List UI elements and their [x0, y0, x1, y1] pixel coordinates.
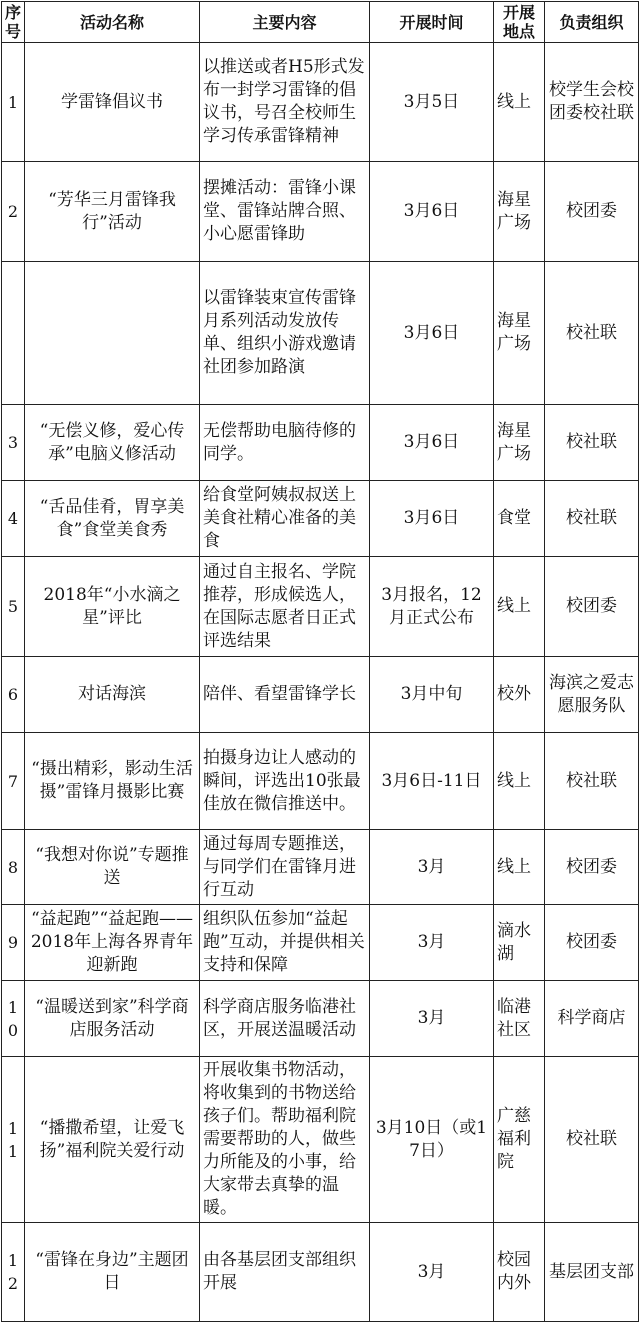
header-content: 主要内容: [200, 2, 370, 43]
activity-org: 校团委: [545, 830, 639, 905]
row-number: 4: [2, 481, 25, 557]
activity-place: 线上: [494, 830, 545, 905]
activity-org: 校团委: [545, 905, 639, 981]
activity-name: “无偿义修，爱心传承”电脑义修活动: [25, 405, 200, 481]
activity-place: 线上: [494, 733, 545, 830]
activity-time: 3月6日: [370, 262, 494, 405]
activity-place: 线上: [494, 557, 545, 657]
table-row: [2, 162, 639, 262]
activity-org: 校社联: [545, 262, 639, 405]
activity-name: “益起跑”“益起跑——2018年上海各界青年迎新跑: [25, 905, 200, 981]
row-number: 10: [2, 981, 25, 1057]
activity-place: 临港社区: [494, 981, 545, 1057]
activity-name: “温暖送到家”科学商店服务活动: [25, 981, 200, 1057]
table-row: [2, 733, 639, 830]
activity-time: 3月6日: [370, 162, 494, 262]
activity-table: [1, 1, 639, 1322]
activity-place: 校园内外: [494, 1223, 545, 1322]
row-number: [2, 262, 25, 405]
row-number: 5: [2, 557, 25, 657]
table-row: [2, 1057, 639, 1223]
header-place: 开展地点: [494, 2, 545, 43]
activity-time: 3月: [370, 1223, 494, 1322]
row-number: 9: [2, 905, 25, 981]
activity-content: 拍摄身边让人感动的瞬间，评选出10张最佳放在微信推送中。: [200, 733, 370, 830]
header-name: 活动名称: [25, 2, 200, 43]
activity-org: 校社联: [545, 405, 639, 481]
activity-content: 以雷锋装束宣传雷锋月系列活动发放传单、组织小游戏邀请社团参加路演: [200, 262, 370, 405]
row-number: 3: [2, 405, 25, 481]
table-row: [2, 557, 639, 657]
activity-content: 通过每周专题推送，与同学们在雷锋月进行互动: [200, 830, 370, 905]
activity-place: 线上: [494, 43, 545, 162]
activity-name: [25, 262, 200, 405]
table-row: [2, 981, 639, 1057]
activity-name: “芳华三月雷锋我行”活动: [25, 162, 200, 262]
activity-content: 陪伴、看望雷锋学长: [200, 657, 370, 733]
row-number: 8: [2, 830, 25, 905]
table-row: [2, 43, 639, 162]
activity-content: 给食堂阿姨叔叔送上美食社精心准备的美食: [200, 481, 370, 557]
activity-name: “雷锋在身边”主题团日: [25, 1223, 200, 1322]
table-row: [2, 405, 639, 481]
activity-time: 3月报名，12月正式公布: [370, 557, 494, 657]
activity-org: 基层团支部: [545, 1223, 639, 1322]
activity-time: 3月中旬: [370, 657, 494, 733]
activity-org: 校社联: [545, 481, 639, 557]
activity-content: 科学商店服务临港社区，开展送温暖活动: [200, 981, 370, 1057]
table-row: [2, 905, 639, 981]
activity-org: 科学商店: [545, 981, 639, 1057]
activity-name: “播撒希望，让爱飞扬”福利院关爱行动: [25, 1057, 200, 1223]
activity-org: 校社联: [545, 733, 639, 830]
activity-name: “摄出精彩，影动生活摄”雷锋月摄影比赛: [25, 733, 200, 830]
activity-org: 校社联: [545, 1057, 639, 1223]
activity-org: 校团委: [545, 557, 639, 657]
activity-content: 开展收集书物活动，将收集到的书物送给孩子们。帮助福利院需要帮助的人，做些力所能及的小事，给大家带去真挚的温暖。: [200, 1057, 370, 1223]
table-row: [2, 1223, 639, 1322]
activity-time: 3月6日: [370, 405, 494, 481]
activity-content: 由各基层团支部组织开展: [200, 1223, 370, 1322]
activity-content: 通过自主报名、学院推荐，形成候选人，在国际志愿者日正式评选结果: [200, 557, 370, 657]
activity-name: 对话海滨: [25, 657, 200, 733]
activity-org: 校团委: [545, 162, 639, 262]
header-no: 序号: [2, 2, 25, 43]
header-time: 开展时间: [370, 2, 494, 43]
activity-place: 海星广场: [494, 262, 545, 405]
activity-place: 广慈福利院: [494, 1057, 545, 1223]
activity-name: 2018年“小水滴之星”评比: [25, 557, 200, 657]
activity-time: 3月6日-11日: [370, 733, 494, 830]
activity-time: 3月6日: [370, 481, 494, 557]
activity-place: 滴水湖: [494, 905, 545, 981]
activity-place: 食堂: [494, 481, 545, 557]
table-row: [2, 262, 639, 405]
row-number: 6: [2, 657, 25, 733]
activity-content: 无偿帮助电脑待修的同学。: [200, 405, 370, 481]
row-number: 2: [2, 162, 25, 262]
activity-content: 摆摊活动：雷锋小课堂、雷锋站牌合照、小心愿雷锋助: [200, 162, 370, 262]
activity-content: 以推送或者H5形式发布一封学习雷锋的倡议书，号召全校师生学习传承雷锋精神: [200, 43, 370, 162]
table-body: [2, 43, 639, 1322]
activity-time: 3月10日（或17日）: [370, 1057, 494, 1223]
activity-name: 学雷锋倡议书: [25, 43, 200, 162]
table-row: [2, 481, 639, 557]
activity-time: 3月: [370, 981, 494, 1057]
row-number: 11: [2, 1057, 25, 1223]
header-org: 负责组织: [545, 2, 639, 43]
header-row: [2, 2, 639, 43]
table-row: [2, 830, 639, 905]
activity-name: “舌品佳肴，胃享美食”食堂美食秀: [25, 481, 200, 557]
activity-time: 3月: [370, 905, 494, 981]
row-number: 1: [2, 43, 25, 162]
activity-time: 3月: [370, 830, 494, 905]
activity-org: 海滨之爱志愿服务队: [545, 657, 639, 733]
activity-place: 海星广场: [494, 405, 545, 481]
activity-place: 海星广场: [494, 162, 545, 262]
row-number: 12: [2, 1223, 25, 1322]
activity-place: 校外: [494, 657, 545, 733]
activity-content: 组织队伍参加“益起跑”互动，并提供相关支持和保障: [200, 905, 370, 981]
row-number: 7: [2, 733, 25, 830]
table-row: [2, 657, 639, 733]
activity-org: 校学生会校团委校社联: [545, 43, 639, 162]
activity-time: 3月5日: [370, 43, 494, 162]
activity-name: “我想对你说”专题推送: [25, 830, 200, 905]
